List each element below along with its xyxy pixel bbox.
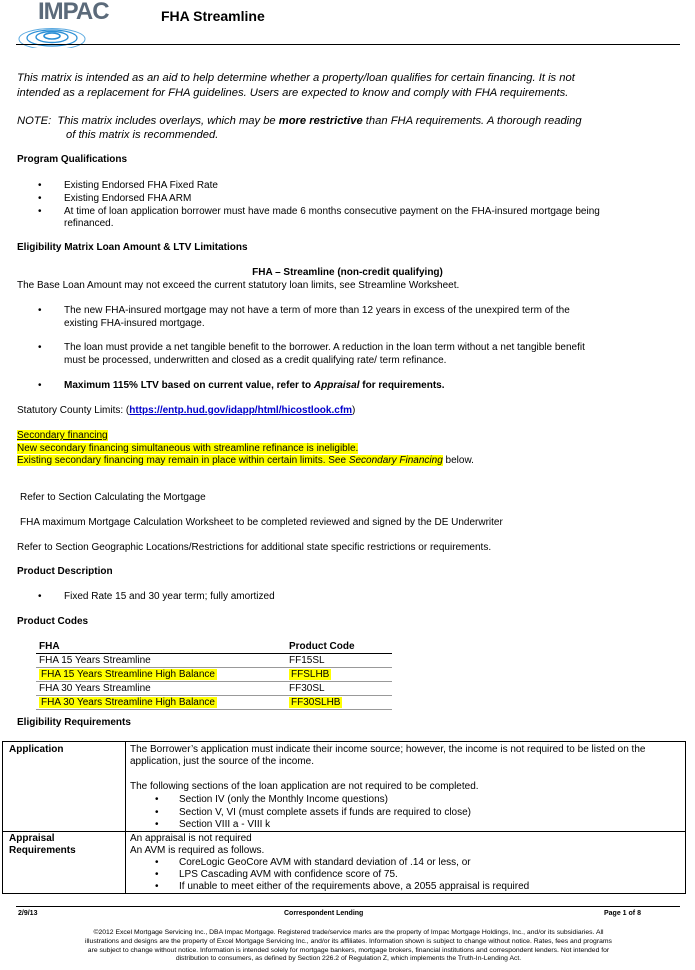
bullet-icon: • bbox=[38, 193, 42, 204]
legal-line: distribution to consumers, as defined by Section 226.2 of Regulation Z, which implements the Truth-In-Lending Act. bbox=[175, 955, 522, 963]
note-bold: more restrictive bbox=[278, 115, 363, 127]
note-line-2: of this matrix is recommended. bbox=[66, 129, 219, 141]
program-item: Existing Endorsed FHA Fixed Rate bbox=[64, 180, 218, 191]
col-header-fha: FHA bbox=[36, 640, 286, 654]
bullet-icon: • bbox=[155, 794, 159, 805]
bullet-icon: • bbox=[155, 869, 159, 880]
base-loan-text: The Base Loan Amount may not exceed the current statutory loan limits, see Streamline Worksheet. bbox=[17, 280, 460, 291]
table-divider bbox=[3, 831, 685, 832]
secondary-existing-a: Existing secondary financing may remain in place within certain limits. See bbox=[17, 455, 349, 466]
appraisal-label-2: Requirements bbox=[9, 845, 76, 856]
bullet-icon: • bbox=[38, 305, 42, 316]
program-item-cont: refinanced. bbox=[64, 218, 114, 229]
appraisal-item: LPS Cascading AVM with confidence score of 75. bbox=[179, 869, 398, 880]
application-line-3: The following sections of the loan application are not required to be completed. bbox=[130, 781, 479, 792]
product-codes-table bbox=[36, 640, 392, 710]
bullet-icon: • bbox=[155, 819, 159, 830]
appraisal-item: If unable to meet either of the requirements above, a 2055 appraisal is required bbox=[179, 881, 530, 892]
bullet-icon: • bbox=[155, 881, 159, 892]
product-description-item: Fixed Rate 15 and 30 year term; fully amortized bbox=[64, 591, 275, 602]
ref-worksheet: FHA maximum Mortgage Calculation Worksheet to be completed reviewed and signed by the DE Underwriter bbox=[20, 517, 503, 528]
appraisal-line-2: An AVM is required as follows. bbox=[130, 845, 265, 856]
program-item: At time of loan application borrower must have made 6 months consecutive payment on the FHA-insured mortgage being bbox=[64, 206, 600, 217]
footer-divider bbox=[16, 906, 680, 907]
term-rule-line-1: The new FHA-insured mortgage may not have a term of more than 12 years in excess of the unexpired term of the bbox=[64, 305, 570, 316]
product-description-heading: Product Description bbox=[17, 566, 113, 577]
application-line-1: The Borrower’s application must indicate their income source; however, the income is not required to be listed on the bbox=[130, 744, 646, 755]
application-item: Section IV (only the Monthly Income questions) bbox=[179, 794, 388, 805]
product-name: FHA 30 Years Streamline bbox=[36, 682, 286, 696]
note-text-b: than FHA requirements. A thorough reading bbox=[362, 115, 582, 127]
secondary-new-text: New secondary financing simultaneous with streamline refinance is ineligible. bbox=[17, 443, 359, 454]
secondary-heading bbox=[17, 430, 108, 443]
county-limits-link[interactable]: https://entp.hud.gov/idapp/html/hicostlook.cfm bbox=[129, 405, 353, 416]
secondary-financing-ref: Secondary Financing bbox=[348, 455, 443, 466]
table-divider bbox=[125, 742, 126, 893]
program-item: Existing Endorsed FHA ARM bbox=[64, 193, 192, 204]
appraisal-label-1: Appraisal bbox=[9, 833, 55, 844]
ltv-appraisal-ref: Appraisal bbox=[313, 380, 360, 391]
application-item: Section VIII a - VIII k bbox=[179, 819, 271, 830]
note-label: NOTE: bbox=[17, 115, 52, 127]
bullet-icon: • bbox=[155, 857, 159, 868]
table-row bbox=[36, 654, 392, 668]
product-code: FF15SL bbox=[286, 654, 392, 668]
legal-line: ©2012 Excel Mortgage Servicing Inc., DBA Impac Mortgage. Registered trade/service marks are the property of Impac Mortgage Holdings, Inc., and/or its subsidiaries. All bbox=[93, 929, 604, 936]
streamline-subheading: FHA – Streamline (non-credit qualifying) bbox=[252, 267, 443, 278]
note-text-a: This matrix includes overlays, which may be bbox=[57, 115, 279, 127]
eligibility-requirements-heading: Eligibility Requirements bbox=[17, 717, 131, 728]
secondary-new bbox=[17, 443, 358, 456]
page-title: FHA Streamline bbox=[161, 8, 265, 24]
county-close: ) bbox=[352, 405, 356, 416]
intro-line-2: intended as a replacement for FHA guidelines. Users are expected to know and comply with FHA requirements. bbox=[17, 87, 569, 99]
bullet-icon: • bbox=[38, 180, 42, 191]
table-row bbox=[36, 696, 392, 710]
program-heading: Program Qualifications bbox=[17, 154, 128, 165]
appraisal-item: CoreLogic GeoCore AVM with standard deviation of .14 or less, or bbox=[179, 857, 471, 868]
ltv-text-a: Maximum 115% LTV based on current value, refer to bbox=[64, 380, 314, 391]
benefit-rule-line-1: The loan must provide a net tangible benefit to the borrower. A reduction in the loan term without a net tangible benefit bbox=[64, 342, 585, 353]
secondary-existing bbox=[17, 455, 474, 468]
ref-geographic: Refer to Section Geographic Locations/Restrictions for additional state specific restrictions or requirements. bbox=[17, 542, 492, 553]
table-row bbox=[36, 682, 392, 696]
company-logo bbox=[18, 2, 118, 48]
product-name: FHA 15 Years Streamline High Balance bbox=[41, 669, 215, 680]
bullet-icon: • bbox=[155, 807, 159, 818]
header-divider bbox=[16, 44, 680, 45]
county-label: Statutory County Limits: ( bbox=[17, 405, 130, 416]
bullet-icon: • bbox=[38, 591, 42, 602]
legal-line: are subject to change without notice. Information is intended solely for mortgage bankers, mortgage brokers, financial institutions and correspondent lenders. Not intended for bbox=[87, 946, 610, 954]
eligibility-requirements-table bbox=[2, 741, 686, 894]
bullet-icon: • bbox=[38, 380, 42, 391]
application-label: Application bbox=[9, 744, 64, 755]
bullet-icon: • bbox=[38, 206, 42, 217]
product-code: FF30SLHB bbox=[291, 697, 341, 708]
ltv-text-b: for requirements. bbox=[359, 380, 445, 391]
ref-calculating: Refer to Section Calculating the Mortgage bbox=[20, 492, 206, 503]
application-line-2: application, just the source of the income. bbox=[130, 756, 314, 767]
secondary-title: Secondary financing bbox=[17, 430, 108, 441]
secondary-existing-b: below. bbox=[442, 455, 474, 466]
table-row bbox=[36, 668, 392, 682]
product-code: FFSLHB bbox=[291, 669, 330, 680]
county-limits bbox=[17, 405, 355, 418]
ltv-rule bbox=[64, 380, 445, 393]
application-item: Section V, VI (must complete assets if funds are required to close) bbox=[179, 807, 471, 818]
footer-center: Correspondent Lending bbox=[284, 910, 364, 917]
product-codes-heading: Product Codes bbox=[17, 616, 89, 627]
note-line-1 bbox=[17, 114, 677, 128]
product-code: FF30SL bbox=[286, 682, 392, 696]
footer-date: 2/9/13 bbox=[18, 910, 38, 917]
appraisal-line-1: An appraisal is not required bbox=[130, 833, 252, 844]
logo-text: IMPAC bbox=[38, 0, 109, 25]
eligibility-matrix-heading: Eligibility Matrix Loan Amount & LTV Limitations bbox=[17, 242, 248, 253]
bullet-icon: • bbox=[38, 342, 42, 353]
table-header-row bbox=[36, 640, 392, 654]
benefit-rule-line-2: must be processed, underwritten and closed as a credit qualifying rate/ term refinance. bbox=[64, 355, 447, 366]
legal-line: illustrations and designs are the property of Excel Mortgage Servicing Inc., and/or its affiliates. Information shown is subject to change without notice. Rates, fees and programs bbox=[85, 937, 612, 945]
term-rule-line-2: existing FHA-insured mortgage. bbox=[64, 318, 205, 329]
product-name: FHA 15 Years Streamline bbox=[36, 654, 286, 668]
intro-line-1: This matrix is intended as an aid to help determine whether a property/loan qualifies for certain financing. It is not bbox=[17, 72, 575, 84]
col-header-code: Product Code bbox=[286, 640, 392, 654]
footer-page: Page 1 of 8 bbox=[604, 910, 641, 917]
product-name: FHA 30 Years Streamline High Balance bbox=[41, 697, 215, 708]
legal-notice bbox=[16, 929, 681, 964]
